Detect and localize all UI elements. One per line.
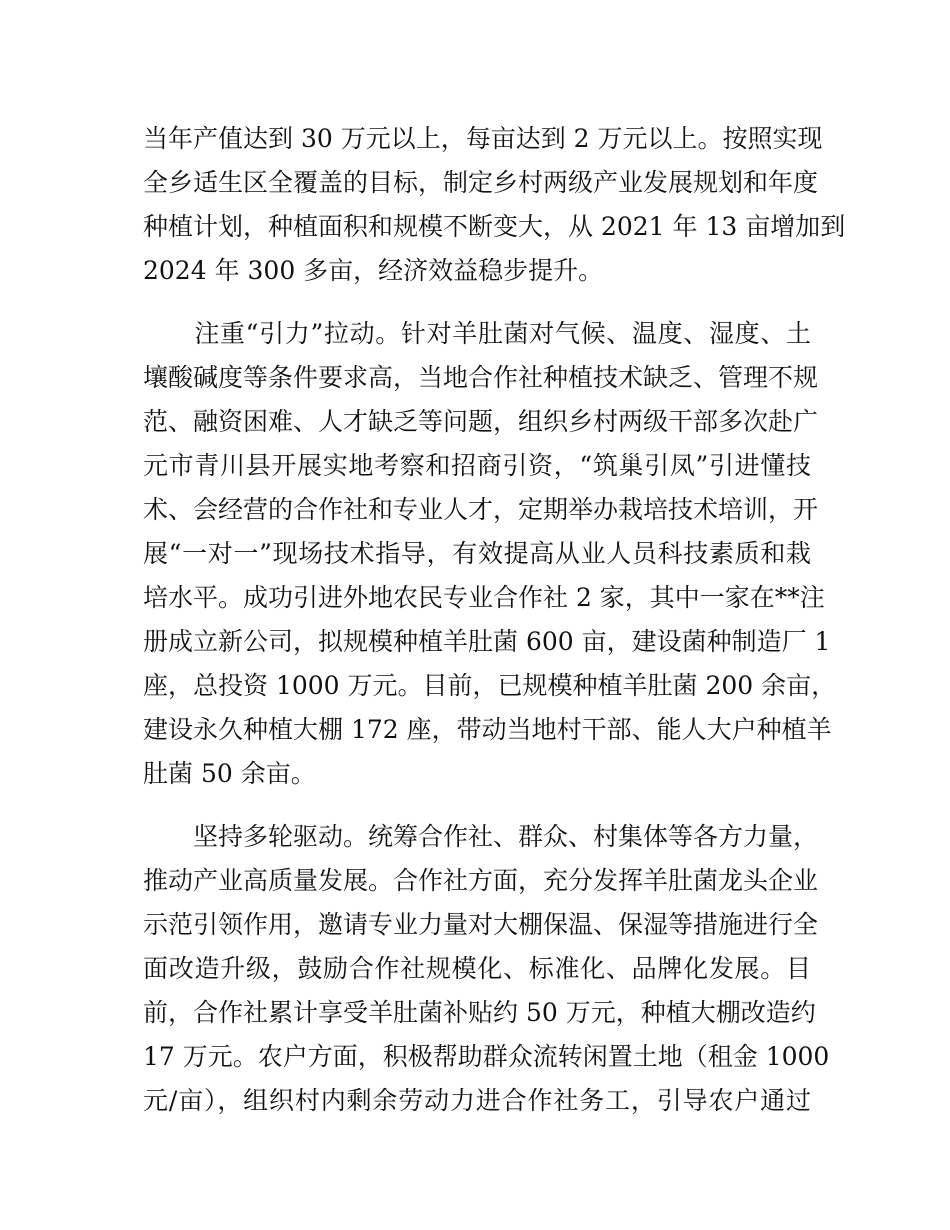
paragraph-gap [143, 796, 811, 815]
text-line: 术、会经营的合作社和专业人才，定期举办栽培技术培训，开 [143, 495, 819, 524]
text-line: 座，总投资 1000 万元。目前，已规模种植羊肚菌 200 余亩， [143, 671, 837, 700]
text-line: 2024 年 300 多亩，经济效益稳步提升。 [143, 256, 604, 285]
paragraph-1 [143, 117, 846, 293]
document-body [143, 117, 846, 1123]
text-line: 培水平。成功引进外地农民专业合作社 2 家，其中一家在**注 [143, 583, 825, 612]
text-line: 范、融资困难、人才缺乏等问题，组织乡村两级干部多次赴广 [143, 407, 819, 436]
text-line: 展“一对一”现场技术指导，有效提高从业人员科技素质和栽 [143, 539, 811, 568]
text-line: 元市青川县开展实地考察和招商引资，“筑巢引凤”引进懂技 [143, 451, 811, 480]
text-line: 注重“引力”拉动。针对羊肚菌对气候、温度、湿度、土 [143, 319, 811, 348]
text-line: 肚菌 50 余亩。 [143, 759, 316, 788]
text-line: 示范引领作用，邀请专业力量对大棚保温、保湿等措施进行全 [143, 910, 819, 939]
text-line: 种植计划，种植面积和规模不断变大，从 2021 年 13 亩增加到 [143, 212, 846, 241]
text-line: 元/亩），组织村内剩余劳动力进合作社务工，引导农户通过 [143, 1086, 811, 1115]
text-line: 当年产值达到 30 万元以上，每亩达到 2 万元以上。按照实现 [143, 124, 823, 153]
text-line: 建设永久种植大棚 172 座，带动当地村干部、能人大户种植羊 [143, 715, 832, 744]
paragraph-gap [143, 293, 811, 312]
text-line: 前，合作社累计享受羊肚菌补贴约 50 万元，种植大棚改造约 [143, 998, 816, 1027]
text-line: 全乡适生区全覆盖的目标，制定乡村两级产业发展规划和年度 [143, 168, 819, 197]
paragraph-3 [143, 815, 830, 1123]
text-line: 17 万元。农户方面，积极帮助群众流转闲置土地（租金 1000 [143, 1042, 830, 1071]
text-line: 壤酸碱度等条件要求高，当地合作社种植技术缺乏、管理不规 [143, 363, 819, 392]
text-line: 册成立新公司，拟规模种植羊肚菌 600 亩，建设菌种制造厂 1 [143, 627, 831, 656]
text-line: 面改造升级，鼓励合作社规模化、标准化、品牌化发展。目 [143, 954, 811, 983]
text-line: 坚持多轮驱动。统筹合作社、群众、村集体等各方力量， [143, 822, 819, 851]
text-line: 推动产业高质量发展。合作社方面，充分发挥羊肚菌龙头企业 [143, 866, 819, 895]
paragraph-2 [143, 312, 837, 796]
